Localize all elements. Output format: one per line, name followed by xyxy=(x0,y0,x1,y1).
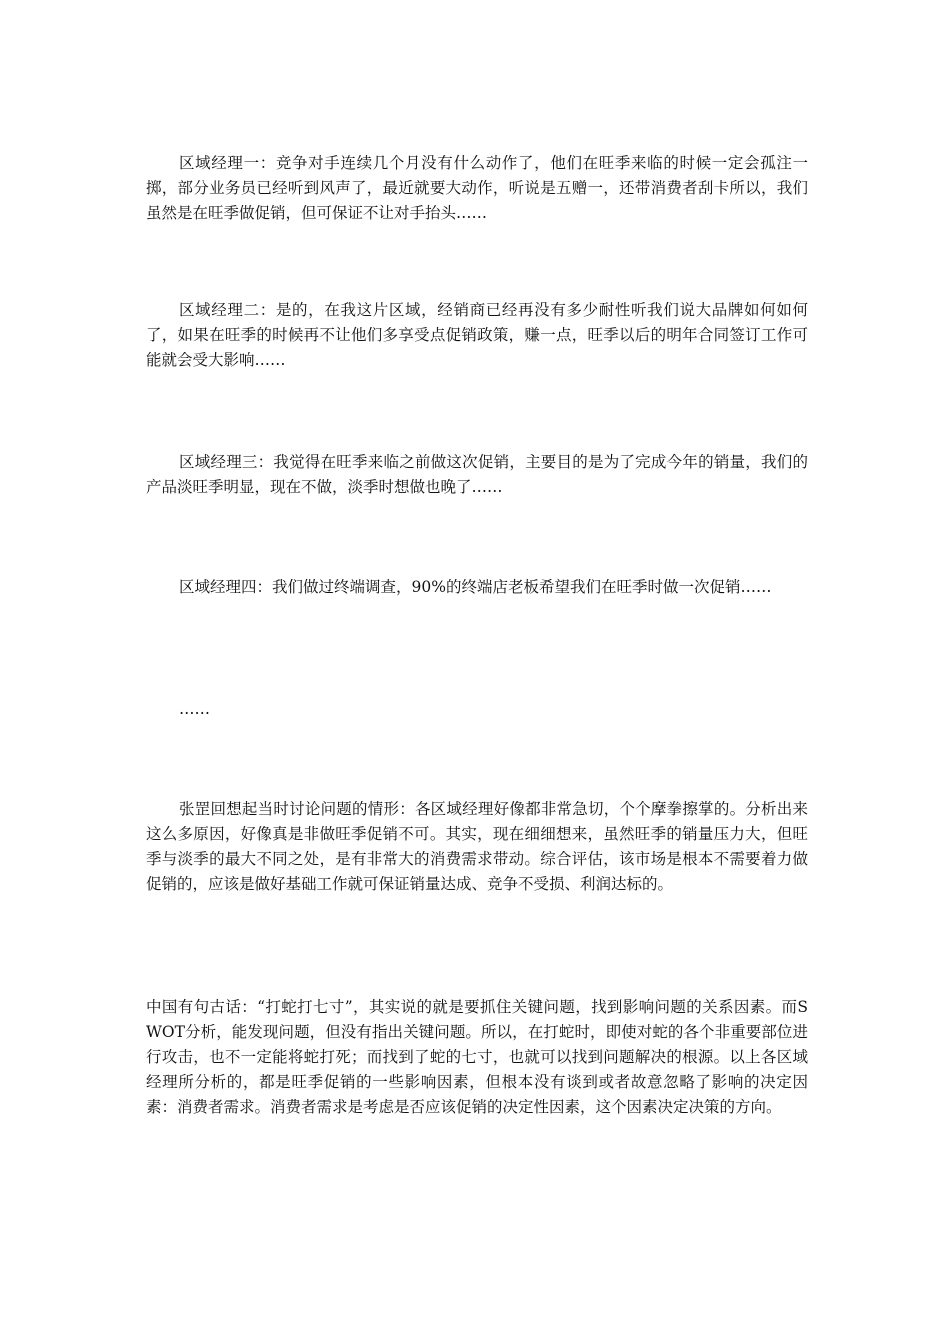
paragraph-proverb-analysis: 中国有句古话：“打蛇打七寸”，其实说的就是要抓住关键问题，找到影响问题的关系因素。而SWOT分析，能发现问题，但没有指出关键问题。所以，在打蛇时，即使对蛇的各个非重要部位进行攻击，也不一定能将蛇打死；而找到了蛇的七寸，也就可以找到问题解决的根源。以上各区域经理所分析的，都是旺季促销的一些影响因素，但根本没有谈到或者故意忽略了影响的决定因素：消费者需求。消费者需求是考虑是否应该促销的决定性因素，这个因素决定决策的方向。 xyxy=(146,998,808,1116)
paragraph-manager-four: 区域经理四：我们做过终端调查，90%的终端店老板希望我们在旺季时做一次促销…… xyxy=(179,578,772,596)
paragraph-manager-three: 区域经理三：我觉得在旺季来临之前做这次促销，主要目的是为了完成今年的销量，我们的产品淡旺季明显，现在不做，淡季时想做也晚了…… xyxy=(146,453,808,496)
paragraph-manager-one: 区域经理一：竞争对手连续几个月没有什么动作了，他们在旺季来临的时候一定会孤注一掷，部分业务员已经听到风声了，最近就要大动作，听说是五赠一，还带消费者刮卡所以，我们虽然是在旺季做促销，但可保证不让对手抬头…… xyxy=(146,154,808,222)
paragraph-zhang-gang-reflection: 张罡回想起当时讨论问题的情形：各区域经理好像都非常急切，个个摩拳擦掌的。分析出来这么多原因，好像真是非做旺季促销不可。其实，现在细细想来，虽然旺季的销量压力大，但旺季与淡季的最大不同之处，是有非常大的消费需求带动。综合评估，该市场是根本不需要着力做促销的，应该是做好基础工作就可保证销量达成、竞争不受损、利润达标的。 xyxy=(146,800,808,893)
paragraph-manager-two: 区域经理二：是的，在我这片区域，经销商已经再没有多少耐性听我们说大品牌如何如何了，如果在旺季的时候再不让他们多享受点促销政策，赚一点，旺季以后的明年合同签订工作可能就会受大影响…… xyxy=(146,301,808,369)
paragraph-ellipsis: …… xyxy=(179,700,210,718)
